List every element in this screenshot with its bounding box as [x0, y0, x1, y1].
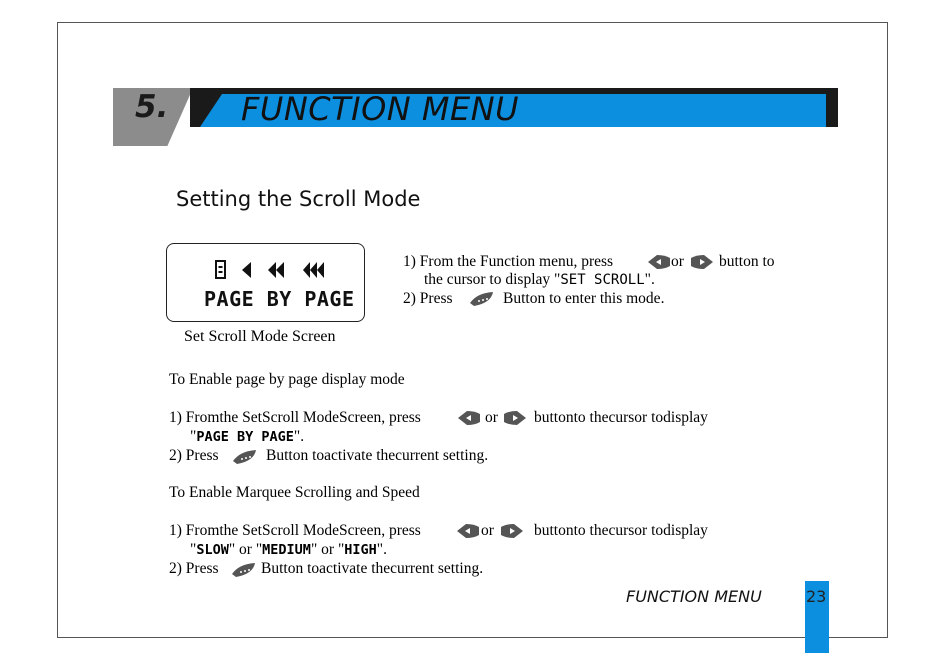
enable-page-step-2-tail: Button toactivate thecurrent setting. — [266, 447, 489, 464]
chapter-title: FUNCTION MENU — [241, 90, 520, 128]
enable-marquee-heading: To Enable Marquee Scrolling and Speed — [169, 484, 420, 501]
page-number: 23 — [806, 587, 827, 606]
top-step-1-tail: button to — [719, 253, 775, 270]
enable-page-step-1-tail: buttonto thecursor todisplay — [534, 409, 708, 426]
enable-page-step-2: 2) Press — [169, 447, 219, 464]
footer-label: FUNCTION MENU — [626, 587, 762, 606]
top-step-2-text: 2) Press — [403, 290, 453, 307]
medium-code: MEDIUM — [262, 542, 311, 558]
section-title: Setting the Scroll Mode — [176, 187, 421, 211]
or-text: or — [485, 409, 498, 426]
lcd-icon-row — [215, 259, 335, 281]
page-by-page-code: PAGE BY PAGE — [196, 429, 294, 445]
enable-marquee-step-1-line2: "SLOW" or "MEDIUM" or "HIGH". — [190, 541, 387, 558]
enable-marquee-step-2: 2) Press — [169, 560, 219, 577]
slow-code: SLOW — [196, 542, 229, 558]
top-step-1-text: 1) From the Function menu, press — [403, 253, 614, 270]
enable-marquee-step-2-tail: Button toactivate thecurrent setting. — [261, 560, 484, 577]
lcd-text: PAGE BY PAGE — [204, 287, 355, 311]
page-icon — [216, 261, 225, 278]
right-button-icon — [503, 410, 527, 426]
left-button-icon — [647, 254, 671, 270]
chapter-number: 5. — [135, 89, 169, 125]
top-step-1-line2: the cursor to display "SET SCROLL". — [424, 271, 655, 288]
or-text: or — [671, 253, 684, 270]
enable-marquee-step-1-tail: buttonto thecursor todisplay — [534, 522, 708, 539]
single-arrow-icon — [242, 262, 251, 278]
triple-arrow-icon — [303, 262, 324, 278]
left-button-icon — [457, 410, 481, 426]
enter-button-icon — [231, 562, 257, 578]
right-button-icon — [500, 523, 524, 539]
figure-caption: Set Scroll Mode Screen — [184, 328, 336, 345]
or-text: or — [481, 522, 494, 539]
high-code: HIGH — [344, 542, 377, 558]
enable-page-step-1-line2: "PAGE BY PAGE". — [190, 428, 305, 445]
double-arrow-icon — [268, 262, 284, 278]
set-scroll-code: SET SCROLL — [560, 272, 645, 288]
top-step-2-tail: Button to enter this mode. — [503, 290, 665, 307]
left-button-icon — [456, 523, 480, 539]
enable-marquee-step-1: 1) Fromthe SetScroll ModeScreen, press — [169, 522, 421, 539]
enter-button-icon — [469, 291, 495, 307]
enable-page-heading: To Enable page by page display mode — [169, 371, 405, 388]
enter-button-icon — [232, 449, 258, 465]
enable-page-step-1: 1) Fromthe SetScroll ModeScreen, press — [169, 409, 421, 426]
right-button-icon — [690, 254, 714, 270]
